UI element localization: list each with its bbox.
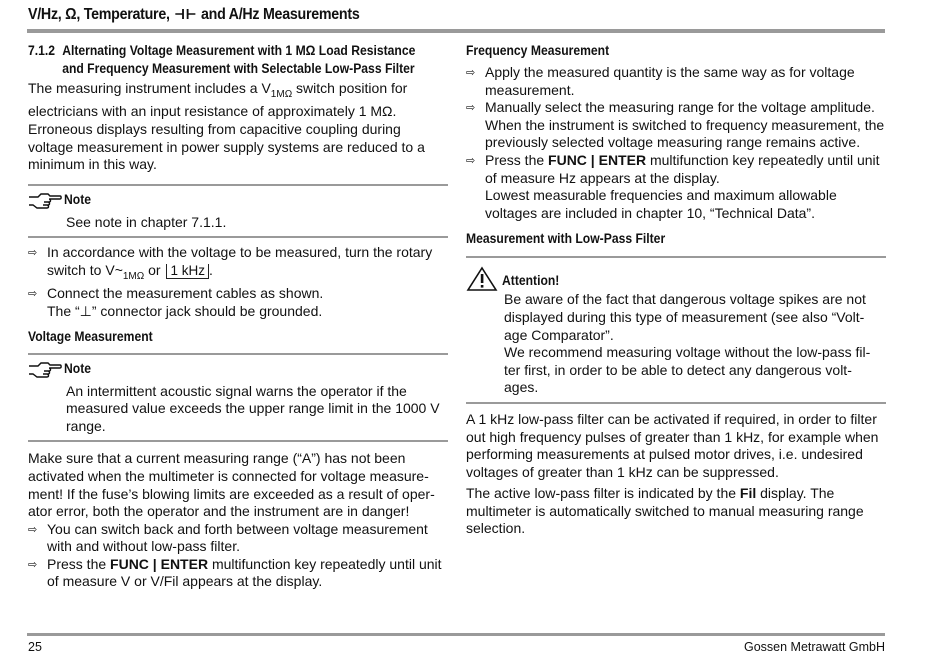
left-column bbox=[28, 42, 448, 591]
frequency-measurement-heading: Frequency Measurement bbox=[466, 43, 610, 58]
pointing-hand-icon bbox=[28, 360, 64, 383]
note-title: Note bbox=[64, 191, 91, 207]
voltage-measurement-heading: Voltage Measurement bbox=[28, 328, 153, 344]
note-box bbox=[28, 360, 448, 383]
list-item: ⇨ Manually select the measuring range for the voltage amplitude. When the instrument is switched to frequency measurement, the previously selected voltage measuring range remains active. bbox=[466, 99, 885, 151]
arrow-bullet-icon: ⇨ bbox=[466, 154, 476, 167]
note-box bbox=[28, 191, 448, 214]
note-text: An intermittent acoustic signal warns the operator if the measured value exceeds the upper range limit in the 1000 V range. bbox=[66, 382, 440, 434]
list-item: ⇨ In accordance with the voltage to be measured, turn the rotary switch to $V\sim_{1M\Omega}$ or 1 kHz . bbox=[28, 244, 448, 285]
intro-paragraph: The measuring instrument includes a $V_{1M\Omega}$ switch position for electricians with an input resistance of approximately 1 MΩ. Erroneous displays resulting from capacitive coupling during voltage measurement in power supply systems are reduced to a minimum in this way. bbox=[28, 80, 425, 173]
func-enter-key-label: FUNC | ENTER bbox=[548, 151, 647, 168]
company-name: Gossen Metrawatt GmbH bbox=[743, 640, 885, 654]
list-item: ⇨ You can switch back and forth between voltage measurement with and without low-pass filter. bbox=[28, 520, 428, 555]
attention-text: Be aware of the fact that dangerous voltage spikes are not displayed during this type of measurement (see also “Volt-age Comparator”. bbox=[504, 291, 866, 343]
list-item: ⇨ Press the FUNC | ENTER multifunction key repeatedly until unit of measure Hz appears at the display. Lowest measurable frequencies and maximum allowable voltages are included in chapter 10, “Technical Data”. bbox=[466, 151, 880, 221]
arrow-bullet-icon: ⇨ bbox=[28, 247, 38, 260]
func-enter-key-label: FUNC | ENTER bbox=[110, 555, 209, 572]
section-title-line2: and Frequency Measurement with Selectable Low-Pass Filter bbox=[62, 61, 415, 76]
switch-position-label: 1 kHz bbox=[166, 264, 209, 279]
pointing-hand-icon bbox=[28, 191, 64, 214]
section-heading bbox=[28, 42, 451, 78]
divider bbox=[28, 440, 448, 442]
arrow-bullet-icon: ⇨ bbox=[28, 288, 38, 301]
warning-paragraph: Make sure that a current measuring range (“A”) has not been activated when the multimeter is connected for voltage measure-ment! If the fuse’s blowing limits are exceeded as a result of oper-ator error, both the operator and the instrument are in danger! bbox=[28, 450, 435, 520]
arrow-bullet-icon: ⇨ bbox=[466, 67, 476, 79]
arrow-bullet-icon: ⇨ bbox=[28, 558, 38, 571]
header-divider bbox=[27, 29, 885, 33]
arrow-bullet-icon: ⇨ bbox=[466, 102, 476, 115]
section-title-line1: Alternating Voltage Measurement with 1 MΩ Load Resistance bbox=[62, 43, 416, 58]
divider bbox=[466, 256, 886, 258]
attention-title: Attention! bbox=[502, 273, 560, 289]
list-item: ⇨ Connect the measurement cables as shown. The “⊥” connector jack should be grounded. bbox=[28, 285, 324, 319]
page-header bbox=[28, 6, 360, 24]
note-text: See note in chapter 7.1.1. bbox=[66, 213, 227, 230]
header-title-prefix: V/Hz, Ω, Temperature, bbox=[28, 6, 170, 23]
capacitor-icon bbox=[175, 8, 195, 20]
divider bbox=[28, 353, 448, 355]
divider bbox=[466, 402, 886, 404]
lowpass-paragraph: A 1 kHz low-pass filter can be activated if required, in order to filter out high frequency pulses of greater than 1 kHz, for example when performing measurements at pulsed motor drives, i.e. undesired voltages of greater than 1 kHz can be suppressed. bbox=[466, 410, 879, 480]
header-title-suffix: and A/Hz Measurements bbox=[200, 6, 360, 23]
arrow-bullet-icon: ⇨ bbox=[28, 523, 38, 536]
footer-divider bbox=[27, 633, 885, 636]
divider bbox=[28, 184, 448, 186]
page-number: 25 bbox=[28, 640, 42, 654]
lowpass-indicator-paragraph: The active low-pass filter is indicated by the Fil display. The multimeter is automatically switched to manual measuring range selection. bbox=[466, 485, 864, 537]
low-pass-filter-heading: Measurement with Low-Pass Filter bbox=[466, 231, 666, 247]
list-item: ⇨ Press the FUNC | ENTER multifunction key repeatedly until unit of measure V or V/Fil appears at the display. bbox=[28, 555, 442, 590]
note-title: Note bbox=[64, 360, 91, 376]
right-column bbox=[466, 42, 886, 538]
section-number: 7.1.2 bbox=[28, 43, 56, 58]
fil-display-label: Fil bbox=[739, 485, 757, 502]
warning-triangle-icon bbox=[466, 266, 502, 297]
divider bbox=[28, 236, 448, 238]
list-item: ⇨ Apply the measured quantity is the same way as for voltage measurement. bbox=[466, 64, 855, 98]
attention-text: We recommend measuring voltage without the low-pass fil-ter first, in order to be able to detect any dangerous volt-ages. bbox=[504, 344, 871, 396]
